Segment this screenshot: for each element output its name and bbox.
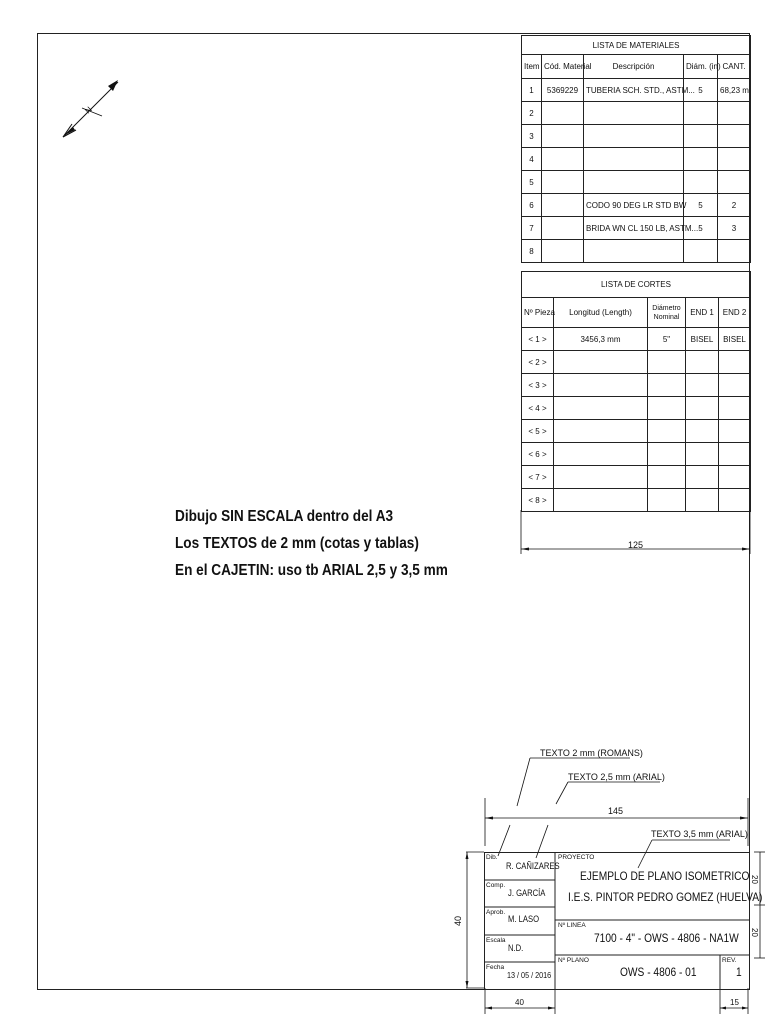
plano-value: OWS - 4806 - 01: [620, 965, 697, 979]
materials-cell: [718, 171, 751, 194]
materials-cell: [684, 240, 718, 263]
materials-title: LISTA DE MATERIALES: [522, 36, 751, 55]
cuts-table: [521, 271, 751, 512]
materials-cell: [584, 240, 684, 263]
cuts-cell: [554, 374, 648, 397]
materials-row: [522, 240, 751, 263]
cuts-row: [522, 328, 751, 351]
cuts-cell: < 3 >: [522, 374, 554, 397]
plano-label: Nº PLANO: [558, 957, 589, 964]
cuts-cell: [554, 489, 648, 512]
materials-cell: [542, 102, 584, 125]
materials-cell: 68,23 m: [718, 79, 751, 102]
materials-row: [522, 148, 751, 171]
materials-cell: 1: [522, 79, 542, 102]
cuts-cell: [686, 397, 719, 420]
rev-label: REV.: [722, 957, 737, 964]
cuts-cell: [719, 374, 751, 397]
cuts-cell: [554, 443, 648, 466]
cuts-cell: < 2 >: [522, 351, 554, 374]
materials-header: Diám. (in): [684, 55, 718, 79]
cuts-cell: [554, 351, 648, 374]
materials-row: [522, 194, 751, 217]
cuts-header: END 2: [719, 298, 751, 328]
materials-cell: [542, 148, 584, 171]
cuts-cell: BISEL: [686, 328, 719, 351]
cuts-row: [522, 420, 751, 443]
materials-cell: [684, 102, 718, 125]
materials-cell: [684, 125, 718, 148]
rev-col-label: 15: [730, 998, 739, 1007]
fecha-value: 13 / 05 / 2016: [507, 970, 552, 980]
cuts-cell: [686, 443, 719, 466]
callout-romans: TEXTO 2 mm (ROMANS): [540, 748, 643, 758]
cuts-cell: [686, 351, 719, 374]
cuts-cell: [719, 351, 751, 374]
aprob-value: M. LASO: [508, 914, 540, 924]
materials-cell: 5: [522, 171, 542, 194]
materials-header: CANT.: [718, 55, 751, 79]
cuts-cell: [648, 374, 686, 397]
materials-cell: [684, 171, 718, 194]
fecha-label: Fecha: [486, 964, 505, 971]
rev-value: 1: [736, 965, 742, 979]
cuts-cell: [686, 489, 719, 512]
materials-table: [521, 35, 751, 263]
escala-value: N.D.: [508, 943, 524, 953]
materials-header: Descripción: [584, 55, 684, 79]
note-line: Dibujo SIN ESCALA dentro del A3: [175, 508, 394, 525]
proyecto-label: PROYECTO: [558, 854, 595, 861]
cuts-cell: [686, 466, 719, 489]
cuts-title: LISTA DE CORTES: [522, 272, 751, 298]
cuts-header: Diámetro Nominal: [648, 298, 686, 328]
callout-arial35: TEXTO 3,5 mm (ARIAL): [651, 829, 748, 839]
proyecto-line1: EJEMPLO DE PLANO ISOMETRICO: [580, 869, 750, 883]
materials-header: Cód. Material: [542, 55, 584, 79]
materials-row: [522, 79, 751, 102]
linea-label: Nº LINEA: [558, 922, 586, 929]
cuts-cell: [719, 489, 751, 512]
block-height-dimension: [462, 850, 474, 990]
materials-cell: CODO 90 DEG LR STD BW: [584, 194, 684, 217]
materials-cell: 5369229: [542, 79, 584, 102]
comp-label: Comp.: [486, 882, 506, 889]
cuts-cell: [719, 397, 751, 420]
cuts-cell: [719, 466, 751, 489]
cuts-row: [522, 466, 751, 489]
materials-row: [522, 125, 751, 148]
materials-cell: 6: [522, 194, 542, 217]
north-label: N: [83, 104, 94, 116]
note-line: Los TEXTOS de 2 mm (cotas y tablas): [175, 535, 419, 552]
cuts-body: [522, 328, 751, 512]
cuts-cell: < 7 >: [522, 466, 554, 489]
materials-cell: 3: [522, 125, 542, 148]
materials-cell: [684, 148, 718, 171]
materials-row: [522, 217, 751, 240]
row-a-label: 20: [749, 875, 759, 884]
cuts-cell: 3456,3 mm: [554, 328, 648, 351]
materials-cell: 8: [522, 240, 542, 263]
materials-cell: 5: [684, 194, 718, 217]
proyecto-line2: I.E.S. PINTOR PEDRO GOMEZ (HUELVA): [568, 890, 763, 904]
cuts-cell: [719, 443, 751, 466]
materials-cell: [542, 240, 584, 263]
cuts-cell: [648, 420, 686, 443]
materials-cell: 5: [684, 79, 718, 102]
cuts-row: [522, 374, 751, 397]
table-width-label: 125: [628, 540, 644, 550]
cuts-cell: [686, 420, 719, 443]
cuts-cell: [554, 466, 648, 489]
linea-value: 7100 - 4" - OWS - 4806 - NA1W: [594, 931, 739, 945]
cuts-cell: [554, 397, 648, 420]
cuts-row: [522, 397, 751, 420]
callout-arial25: TEXTO 2,5 mm (ARIAL): [568, 772, 665, 782]
materials-cell: 4: [522, 148, 542, 171]
materials-cell: [542, 125, 584, 148]
materials-header: Item: [522, 55, 542, 79]
materials-cell: 2: [522, 102, 542, 125]
cuts-cell: < 6 >: [522, 443, 554, 466]
materials-cell: 3: [718, 217, 751, 240]
materials-body: [522, 79, 751, 263]
note-line: En el CAJETIN: uso tb ARIAL 2,5 y 3,5 mm: [175, 562, 448, 579]
row-b-label: 20: [749, 928, 759, 937]
materials-cell: [718, 240, 751, 263]
materials-cell: [542, 217, 584, 240]
cuts-cell: [648, 397, 686, 420]
materials-cell: [542, 194, 584, 217]
cuts-cell: < 8 >: [522, 489, 554, 512]
cuts-cell: [686, 374, 719, 397]
cuts-cell: [648, 489, 686, 512]
materials-cell: BRIDA WN CL 150 LB, ASTM...: [584, 217, 684, 240]
cuts-row: [522, 489, 751, 512]
left-col-label: 40: [515, 998, 524, 1007]
materials-cell: [584, 171, 684, 194]
materials-cell: [718, 102, 751, 125]
materials-cell: 2: [718, 194, 751, 217]
materials-cell: [718, 125, 751, 148]
row-height-dimension: [749, 850, 766, 960]
materials-row: [522, 171, 751, 194]
dib-value: R. CAÑIZARES: [506, 861, 560, 871]
materials-cell: [542, 171, 584, 194]
materials-row: [522, 102, 751, 125]
comp-value: J. GARCÍA: [508, 888, 546, 898]
materials-cell: 7: [522, 217, 542, 240]
cuts-cell: [648, 351, 686, 374]
cuts-cell: 5": [648, 328, 686, 351]
materials-cell: TUBERIA SCH. STD., ASTM...: [584, 79, 684, 102]
cuts-cell: BISEL: [719, 328, 751, 351]
cuts-cell: [719, 420, 751, 443]
materials-cell: [584, 125, 684, 148]
dib-label: Dib.: [486, 854, 498, 861]
materials-cell: 5: [684, 217, 718, 240]
cuts-header: Nº Pieza: [522, 298, 554, 328]
escala-label: Escala: [486, 937, 506, 944]
block-height-label: 40: [453, 915, 464, 927]
materials-cell: [584, 148, 684, 171]
cuts-cell: [554, 420, 648, 443]
aprob-label: Aprob.: [486, 909, 506, 916]
north-arrow-icon: [55, 72, 130, 147]
cuts-cell: < 1 >: [522, 328, 554, 351]
cuts-row: [522, 351, 751, 374]
cuts-row: [522, 443, 751, 466]
cuts-cell: < 5 >: [522, 420, 554, 443]
materials-cell: [584, 102, 684, 125]
cuts-cell: [648, 443, 686, 466]
materials-cell: [718, 148, 751, 171]
cuts-header: END 1: [686, 298, 719, 328]
cuts-cell: [648, 466, 686, 489]
cuts-header: Longitud (Length): [554, 298, 648, 328]
block-width-label: 145: [608, 806, 624, 816]
cuts-cell: < 4 >: [522, 397, 554, 420]
